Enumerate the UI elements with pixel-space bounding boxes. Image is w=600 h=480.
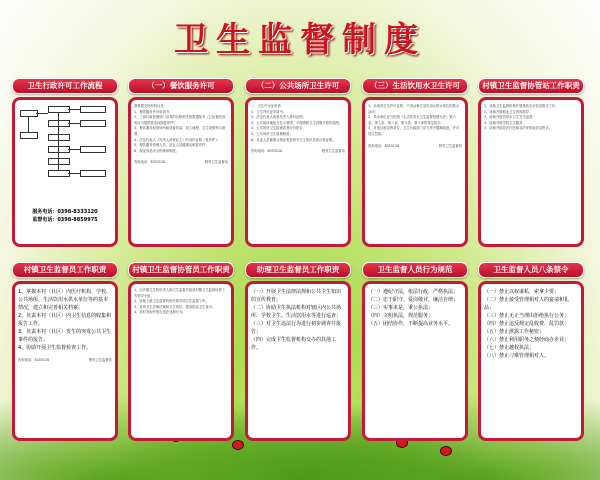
panel-heading: 村镇卫生监督协管站工作职责 [478, 78, 584, 94]
ladybug-icon [232, 440, 244, 450]
panel-body: （一）禁止以权谋私，索拿卡要； （二）禁止接受管理相对人的宴请和礼品； （三）禁止无正当理由拒绝执行公务； （四）禁止违反规定乱收费、乱罚款； （五）禁止泄露工作秘密； （六）禁止利用职务之便经商办企业； （七）禁止越权执法； （八）禁止刁难管理相对人。 [478, 281, 584, 441]
panel-village-supervisor-duties [12, 262, 118, 441]
flowchart [18, 104, 112, 190]
panel-footer: 咨询电话：8333120 程村卫生监督站 [18, 358, 112, 362]
panel-heading: （二）公共场所卫生许可 [245, 78, 351, 94]
flow-box [80, 120, 106, 127]
panel-body: 一、卫生许可证申请 1、卫生许可证申请书； 2、法定代表人或者负责人身份证明； 3、公共场所地址方位示意图、平面图和卫生设施平面布局图； 4、公共场所卫生检测或者评价报告； 5、公共场所卫生管理制度； 6、从业人员健康合格证明及相关卫生知识培训合格证明。 咨询电话：8333120 程村卫生监督站 [245, 97, 351, 247]
panel-heading: （一）餐饮服务许可 [128, 78, 234, 94]
panel-village-station-duties [478, 78, 584, 247]
flow-box [80, 106, 106, 113]
flow-box [48, 146, 70, 153]
panel-body: 需要提交的材料目录 1、餐饮服务许可申请书； 2、工商行政管理部门出具的名称预先核准通知书（已从事经营的应当提供营业执照复印件）； 3、餐饮服务经营场所和设备布局、加工流程、卫生设施等示意图； 4、法定代表人（负责人或者业主）的身份证明（复印件）； 5、餐饮服务管理人员、从业人员健康证明复印件； 6、保证食品安全的规章制度。 咨询电话：8333120 程村卫生监督站 [128, 97, 234, 247]
flow-box [48, 134, 70, 141]
panel-eight-prohibitions [478, 262, 584, 441]
panel-body: （一）遵纪守法，依法行政，严格执法； （二）忠于职守，爱岗敬业，廉洁自律； （三）实事求是，秉公执法； （四）文明执法，规范服务； （五）团结协作，不断提高业务水平。 [362, 281, 468, 441]
panel-footer: 咨询电话：8333120 程村卫生监督站 [251, 149, 345, 154]
panel-body [12, 97, 118, 247]
panel-heading: 村镇卫生监督协管员工作职责 [128, 262, 234, 278]
panel-coordinator-duties [128, 262, 234, 441]
panel-public-place-license [245, 78, 351, 247]
panel-body: 1、掌握本村（社区）内医疗机构、学校、公共场所、生活饮用水供水单位等的基本情况，建立和完善相关档案。 2、负责本村（社区）内卫生信息的收集和报告工作。 3、负责本村（社区）发生的突发公共卫生事件的报告。 4、协助开展卫生监督检查工作。 咨询电话：8333120 程村卫生监督站 [12, 281, 118, 441]
panel-license-flow [12, 78, 118, 247]
panel-footer: 咨询电话：8333120 程村卫生监督站 [134, 160, 228, 165]
panel-body: （一）开展卫生法律法规和公共卫生知识的宣传教育； （二）协助卫生执法机构对辖区内公共场所、学校卫生、生活饮用水等进行巡查； （三）对卫生违法行为进行初步调查并报告； （四）完成卫生监督机构交办的其他工作。 [245, 281, 351, 441]
flow-box [20, 110, 38, 117]
panel-heading: 卫生监督人员行为规范 [362, 262, 468, 278]
panel-drinking-water-license [362, 78, 468, 247]
panel-assistant-supervisor-duties [245, 262, 351, 441]
panel-footer: 咨询电话：8333120 程村卫生监督站 [368, 143, 462, 148]
flow-box [48, 158, 70, 165]
panel-body: 1、协助卫生监督机构开展食品安全信息报告工作； 2、协助开展职业卫生咨询指导； 3、协助开展饮用水卫生安全巡查； 4、协助开展学校卫生服务； 5、协助开展非法行医和非法采供血信息报告。 [478, 97, 584, 247]
flow-box [20, 132, 38, 139]
supervision-phone: 监督电话：0398-8859975 [32, 217, 98, 223]
service-phone: 服务电话：0398-8333120 [32, 209, 98, 215]
panel-heading: 助理卫生监督员工作职责 [245, 262, 351, 278]
flow-box [48, 106, 70, 113]
flow-box [80, 170, 106, 177]
panel-body: 1、由乡镇卫生院负责人和卫生监督员组成村镇卫生监督协管工作领导小组。 2、协助上级卫生监督机构开展各项卫生监督工作。 3、宣传卫生法律法规和卫生知识，提高群众卫生意识。 4、及时发现并报告违法违规行为。 [128, 281, 234, 441]
panel-heading: 卫生行政许可工作流程 [12, 78, 118, 94]
page-title: 卫生监督制度 [174, 20, 426, 60]
panel-conduct-norms [362, 262, 468, 441]
panel-catering-license [128, 78, 234, 247]
panel-heading: （三）生活饮用水卫生许可 [362, 78, 468, 94]
flow-box [80, 146, 106, 153]
panel-heading: 卫生监督人员八条禁令 [478, 262, 584, 278]
flow-box [48, 120, 70, 127]
panel-heading: 村镇卫生监督员工作职责 [12, 262, 118, 278]
panel-body: 1、未取得卫生许可证的，不得从事生活饮用水供水单位的供水活动； 2、供水单位应当依照《生活饮用水卫生监督管理办法》第六条、第七条、第八条、第九条、第十条的规定执行。 3、对违反规定的单位，卫生行政部门应当责令限期改进，并可处以罚款。 咨询电话：8333120 程村卫生监督站 [362, 97, 468, 247]
contact-info [18, 208, 112, 224]
flow-box [48, 170, 70, 177]
ladybug-icon [440, 446, 452, 456]
